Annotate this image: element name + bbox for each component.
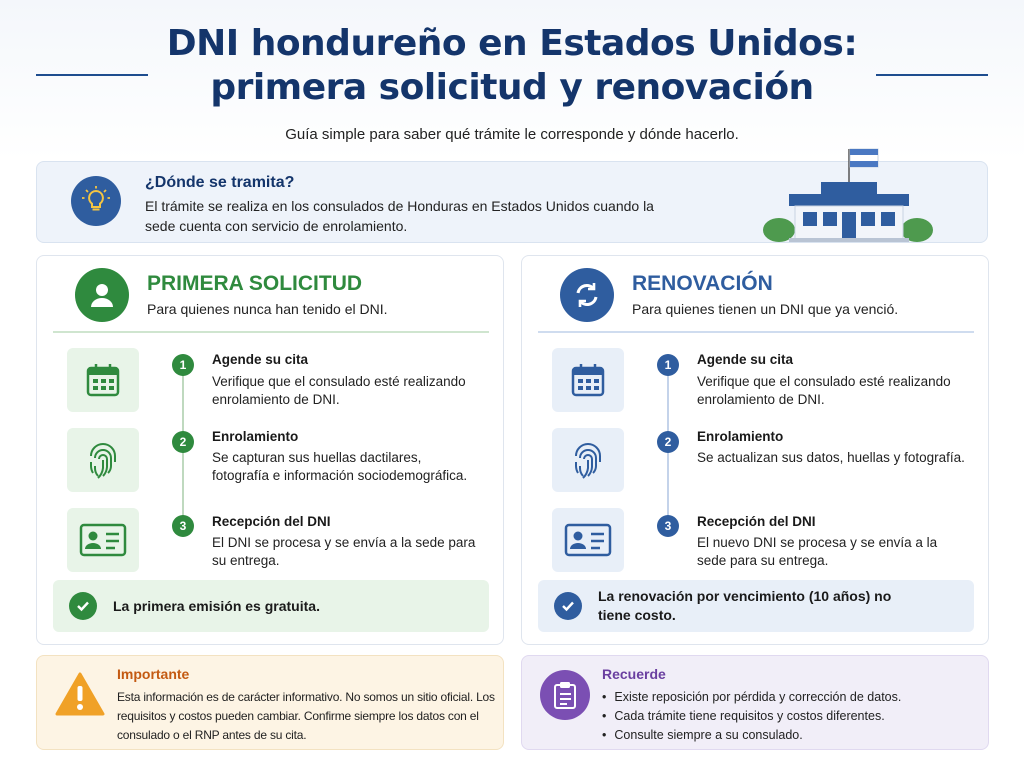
step-title-3: Recepción del DNI [212,514,331,529]
lightbulb-icon [71,176,121,226]
step-title-1: Agende su cita [697,352,794,367]
step-number-2: 2 [657,431,679,453]
step-number-1: 1 [657,354,679,376]
check-icon [69,592,97,620]
renewal-note-text: La renovación por vencimiento (10 años) no tiene costo. [598,588,892,623]
id-card-icon [552,508,624,572]
step-title-3: Recepción del DNI [697,514,816,529]
step-title-2: Enrolamiento [697,429,784,444]
step-text-1: Verifique que el consulado esté realizando enrolamiento de DNI. [697,374,951,407]
warning-icon [55,672,105,721]
first-request-divider [53,331,489,333]
consulate-building-icon [759,144,939,249]
step-text-1: Verifique que el consulado esté realizando enrolamiento de DNI. [212,374,466,407]
refresh-icon [560,268,614,322]
first-request-title: PRIMERA SOLICITUD [147,272,363,295]
calendar-icon [67,348,139,412]
list-item: • Existe reposición por pérdida y corrección de datos. [602,688,901,707]
fingerprint-icon [552,428,624,492]
page-title-line2: primera solicitud y renovación [210,67,814,108]
renewal-subtitle: Para quienes tienen un DNI que ya venció. [632,301,899,317]
check-icon [554,592,582,620]
important-box [36,655,504,750]
first-request-note [53,580,489,632]
renewal-divider [538,331,974,333]
id-card-icon [67,508,139,572]
important-text: Esta información es de carácter informativo. No somos un sitio oficial. Los requisitos y costos pueden cambiar. Confirme siempre los datos con el consulado o el RNP antes de su cita. [117,690,495,742]
remember-title: Recuerde [602,666,666,682]
step-text-2: Se capturan sus huellas dactilares, fotografía e información sociodemográfica. [212,450,468,483]
clipboard-icon [540,670,590,720]
where-section [36,161,988,243]
step-number-2: 2 [172,431,194,453]
page-title-line1: DNI hondureño en Estados Unidos: [166,23,858,64]
step-title-2: Enrolamiento [212,429,299,444]
remember-list [602,688,901,745]
where-text: El trámite se realiza en los consulados de Honduras en Estados Unidos cuando la sede cuenta con servicio de enrolamiento. [145,198,654,234]
renewal-title: RENOVACIÓN [632,272,773,295]
user-icon [75,268,129,322]
list-item: • Cada trámite tiene requisitos y costos diferentes. [602,707,901,726]
fingerprint-icon [67,428,139,492]
step-title-1: Agende su cita [212,352,309,367]
first-request-subtitle: Para quienes nunca han tenido el DNI. [147,301,388,317]
calendar-icon [552,348,624,412]
first-request-card [36,255,504,645]
renewal-note [538,580,974,632]
remember-box [521,655,989,750]
first-request-note-text: La primera emisión es gratuita. [113,597,320,614]
page-title [0,22,1024,110]
step-number-3: 3 [657,515,679,537]
step-text-3: El DNI se procesa y se envía a la sede para su entrega. [212,535,476,568]
step-text-2: Se actualizan sus datos, huellas y fotografía. [697,450,965,465]
important-title: Importante [117,666,190,682]
step-text-3: El nuevo DNI se procesa y se envía a la sede para su entrega. [697,535,938,568]
step-number-3: 3 [172,515,194,537]
step-number-1: 1 [172,354,194,376]
page-subtitle: Guía simple para saber qué trámite le corresponde y dónde hacerlo. [285,126,739,143]
list-item: • Consulte siempre a su consulado. [602,726,901,745]
renewal-card [521,255,989,645]
where-title: ¿Dónde se tramita? [145,174,295,191]
